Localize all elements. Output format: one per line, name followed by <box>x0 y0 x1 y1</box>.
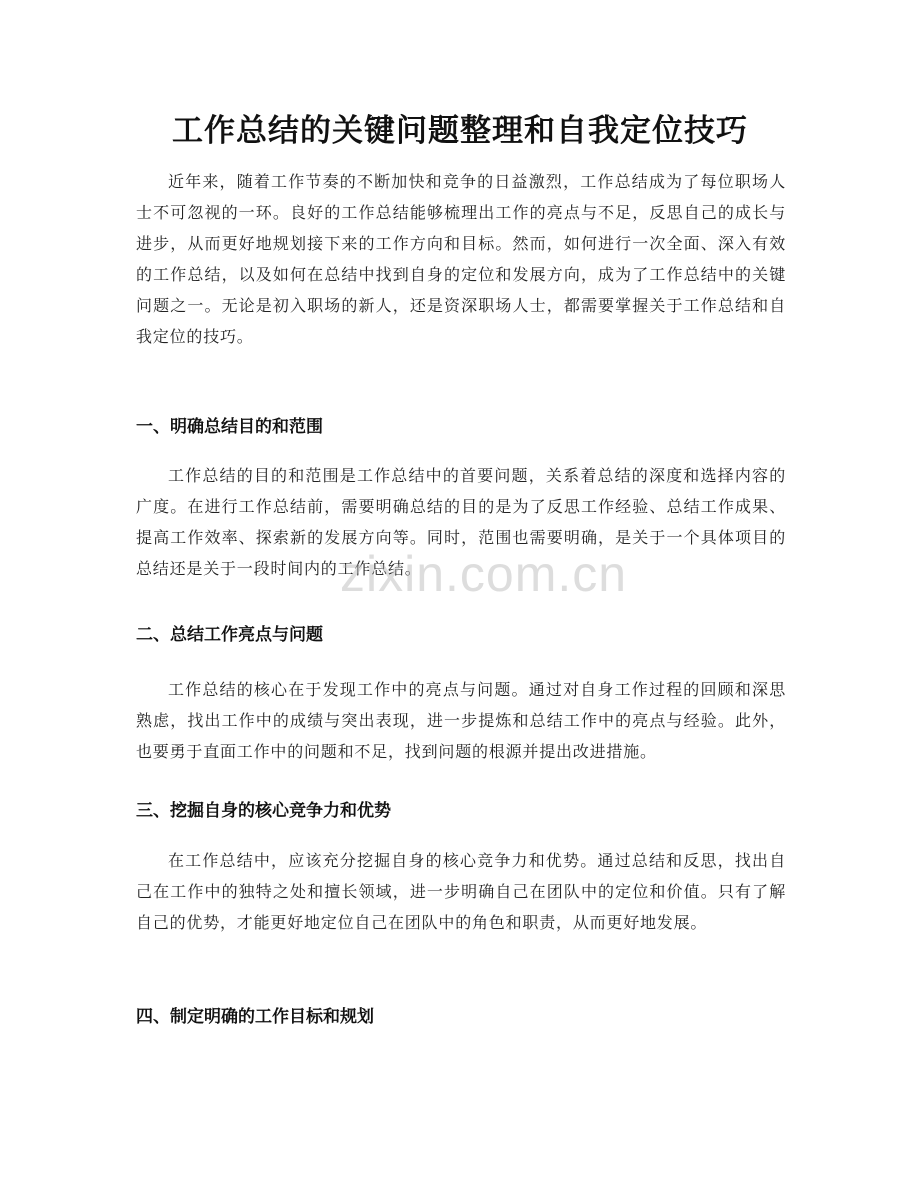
watermark-text: zixin.com.cn <box>340 546 628 602</box>
section-heading-4: 四、制定明确的工作目标和规划 <box>136 1007 374 1027</box>
section-heading-1: 一、明确总结目的和范围 <box>136 417 323 437</box>
section-heading-3: 三、挖掘自身的核心竞争力和优势 <box>136 801 391 821</box>
section-heading-2: 二、总结工作亮点与问题 <box>136 625 323 645</box>
intro-paragraph: 近年来，随着工作节奏的不断加快和竞争的日益激烈，工作总结成为了每位职场人士不可忽视的一环。良好的工作总结能够梳理出工作的亮点与不足，反思自己的成长与进步，从而更好地规划接下来的工作方向和目标。然而，如何进行一次全面、深入有效的工作总结，以及如何在总结中找到自身的定位和发展方向，成为了工作总结中的关键问题之一。无论是初入职场的新人，还是资深职场人士，都需要掌握关于工作总结和自我定位的技巧。 <box>136 172 786 346</box>
document-title: 工作总结的关键问题整理和自我定位技巧 <box>172 113 748 149</box>
section-body-1: 工作总结的目的和范围是工作总结中的首要问题，关系着总结的深度和选择内容的广度。在进行工作总结前，需要明确总结的目的是为了反思工作经验、总结工作成果、提高工作效率、探索新的发展方向等。同时，范围也需要明确，是关于一个具体项目的总结还是关于一段时间内的工作总结。 <box>136 466 786 578</box>
section-body-2: 工作总结的核心在于发现工作中的亮点与问题。通过对自身工作过程的回顾和深思熟虑，找出工作中的成绩与突出表现，进一步提炼和总结工作中的亮点与经验。此外，也要勇于直面工作中的问题和不足，找到问题的根源并提出改进措施。 <box>136 680 786 761</box>
section-body-3: 在工作总结中，应该充分挖掘自身的核心竞争力和优势。通过总结和反思，找出自己在工作中的独特之处和擅长领域，进一步明确自己在团队中的定位和价值。只有了解自己的优势，才能更好地定位自己在团队中的角色和职责，从而更好地发展。 <box>136 851 786 932</box>
